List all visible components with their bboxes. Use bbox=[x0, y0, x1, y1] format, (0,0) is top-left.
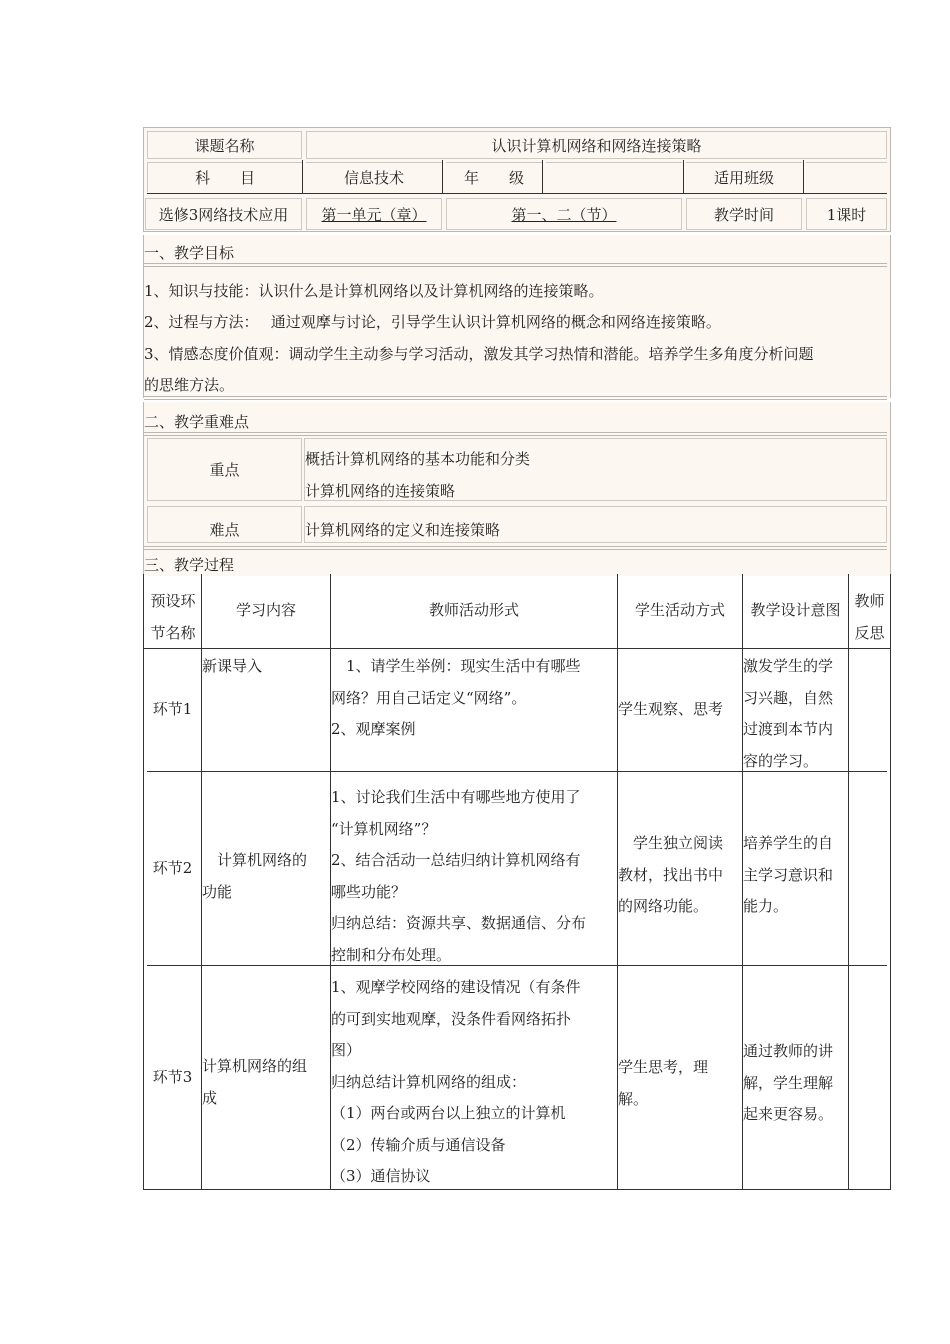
content-cell: 新课导入 bbox=[202, 657, 263, 675]
table-line bbox=[848, 574, 849, 1190]
th-teacher: 教师活动形式 bbox=[428, 601, 519, 620]
time-value: 1课时 bbox=[806, 198, 887, 230]
keypoints-title: 二、教学重难点 bbox=[144, 413, 250, 431]
objective-item: 2、过程与方法： 通过观摩与讨论，引导学生认识计算机网络的概念和网络连接策略。 bbox=[144, 313, 721, 331]
stage-cell: 环节2 bbox=[152, 858, 193, 877]
content-cell: 计算机网络的 功能 bbox=[202, 851, 308, 901]
content-cell: 计算机网络的组 成 bbox=[202, 1057, 308, 1107]
process-table bbox=[143, 574, 891, 1190]
grade-label: 年 级 bbox=[446, 162, 542, 192]
section-name: 第一、二（节） bbox=[446, 198, 682, 230]
teacher-cell: 1、观摩学校网络的建设情况（有条件 的可到实地观摩，没条件看网络拓扑 图） 归纳总结计算机网络的组成： （1）两台或两台以上独立的计算机 （2）传输介质与通信设备 （3）通信协议 bbox=[331, 978, 581, 1185]
time-label: 教学时间 bbox=[686, 198, 802, 230]
subject-value: 信息技术 bbox=[306, 162, 442, 192]
th-stage: 预设环 节名称 bbox=[150, 592, 196, 642]
stage-cell: 环节3 bbox=[152, 1067, 193, 1086]
objectives-title: 一、教学目标 bbox=[144, 244, 235, 262]
unit-name: 第一单元（章） bbox=[306, 198, 442, 230]
divider bbox=[144, 396, 887, 400]
header-frame bbox=[143, 127, 891, 232]
process-title: 三、教学过程 bbox=[144, 556, 235, 574]
th-student: 学生活动方式 bbox=[634, 601, 725, 620]
module-name: 选修3网络技术应用 bbox=[145, 198, 302, 230]
teacher-cell: 1、讨论我们生活中有哪些地方使用了 “计算机网络”？ 2、结合活动一总结归纳计算机网络有 哪些功能？ 归纳总结：资源共享、数据通信、分布 控制和分布处理。 bbox=[331, 788, 587, 964]
objective-item: 1、知识与技能：认识什么是计算机网络以及计算机网络的连接策略。 bbox=[144, 282, 604, 300]
key-line: 概括计算机网络的基本功能和分类 bbox=[305, 450, 531, 468]
divider bbox=[144, 432, 887, 436]
th-content: 学习内容 bbox=[235, 601, 296, 620]
class-label: 适用班级 bbox=[686, 162, 802, 192]
th-intent: 教学设计意图 bbox=[750, 601, 841, 620]
course-label: 课题名称 bbox=[147, 131, 302, 159]
th-reflect: 教师 反思 bbox=[854, 592, 885, 642]
student-cell: 学生思考，理 解。 bbox=[618, 1058, 709, 1108]
course-title: 认识计算机网络和网络连接策略 bbox=[306, 131, 887, 159]
student-cell: 学生观察、思考 bbox=[618, 700, 724, 719]
stage-cell: 环节1 bbox=[152, 700, 193, 719]
objective-item: 3、情感态度价值观：调动学生主动参与学习活动，激发其学习热情和潜能。培养学生多角度分析问题 bbox=[144, 345, 814, 363]
student-cell: 学生独立阅读 教材，找出书中 的网络功能。 bbox=[618, 834, 724, 915]
intent-cell: 培养学生的自 主学习意识和 能力。 bbox=[743, 834, 834, 915]
divider bbox=[144, 263, 887, 267]
difficult-content: 计算机网络的定义和连接策略 bbox=[304, 506, 887, 543]
table-line bbox=[143, 648, 891, 649]
table-line bbox=[890, 574, 891, 1190]
subject-label: 科 目 bbox=[147, 162, 302, 192]
key-content bbox=[304, 438, 887, 501]
objective-item: 的思维方法。 bbox=[144, 376, 235, 394]
divider bbox=[144, 546, 887, 550]
difficult-label: 难点 bbox=[147, 506, 302, 543]
teacher-cell: 1、请学生举例：现实生活中有哪些 网络？用自己话定义“网络”。 2、观摩案例 bbox=[331, 657, 581, 738]
intent-cell: 激发学生的学 习兴趣，自然 过渡到本节内 容的学习。 bbox=[743, 657, 834, 770]
intent-cell: 通过教师的讲 解，学生理解 起来更容易。 bbox=[743, 1042, 834, 1123]
key-label: 重点 bbox=[147, 438, 302, 501]
key-line: 计算机网络的连接策略 bbox=[305, 482, 456, 500]
